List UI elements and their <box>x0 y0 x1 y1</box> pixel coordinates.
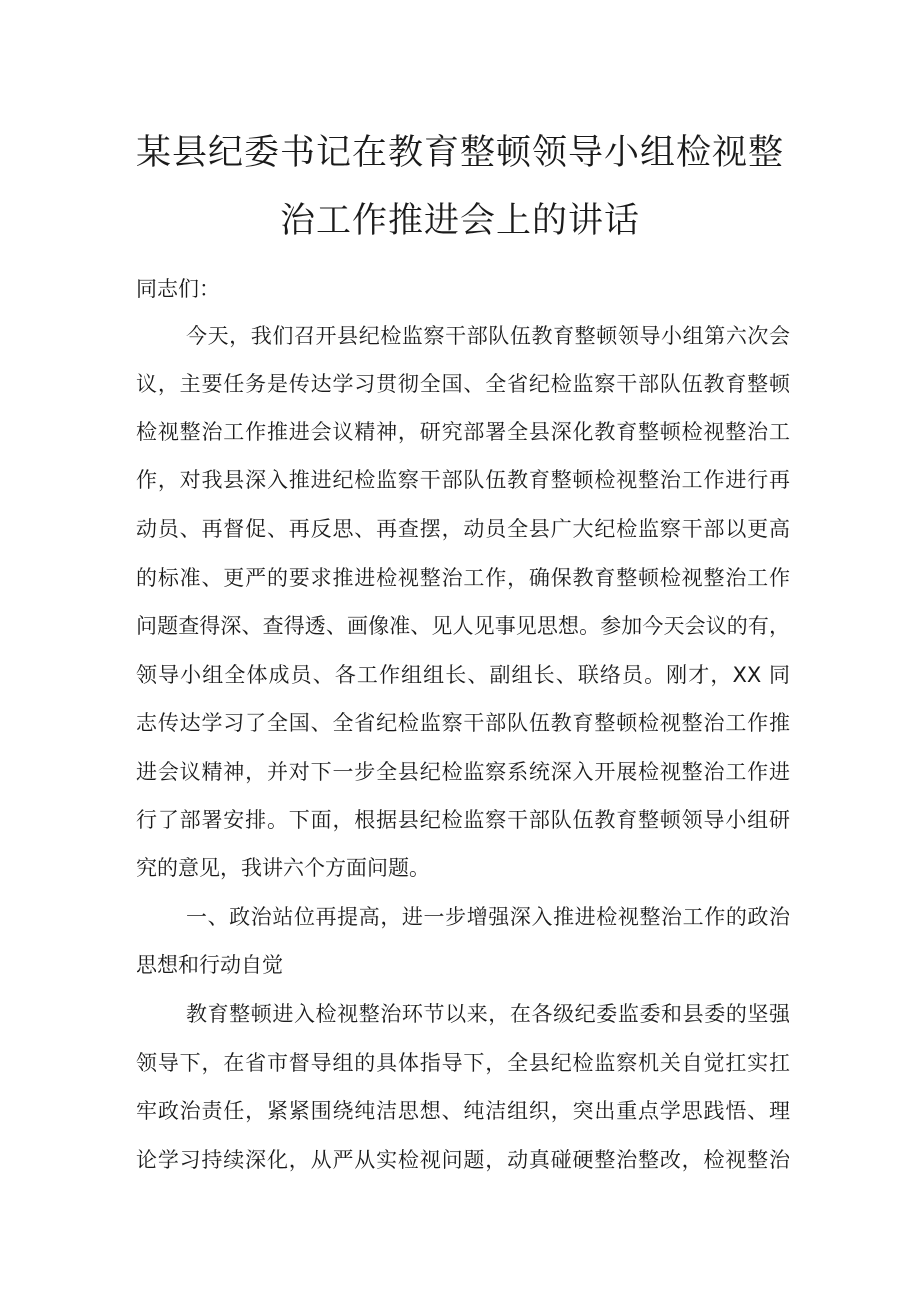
section-heading-1: 一、政治站位再提高，进一步增强深入推进检视整治工作的政治 <box>186 905 790 929</box>
body-line: 教育整顿进入检视整治环节以来，在各级纪委监委和县委的坚强 <box>186 1002 790 1026</box>
body-line: 检视整治工作推进会议精神，研究部署全县深化教育整顿检视整治工 <box>136 420 790 444</box>
section-heading-1-cont: 思想和行动自觉 <box>136 953 283 977</box>
body-line: 作，对我县深入推进纪检监察干部队伍教育整顿检视整治工作进行再 <box>136 468 790 492</box>
body-line: 动员、再督促、再反思、再查摆，动员全县广大纪检监察干部以更高 <box>136 517 790 541</box>
document-title-line-2: 治工作推进会上的讲话 <box>279 201 640 241</box>
body-line: 的标准、更严的要求推进检视整治工作，确保教育整顿检视整治工作 <box>136 566 790 590</box>
body-line: 行了部署安排。下面，根据县纪检监察干部队伍教育整顿领导小组研 <box>136 808 790 832</box>
document-title-line-1: 某县纪委书记在教育整顿领导小组检视整 <box>135 133 784 173</box>
body-line: 领导下，在省市督导组的具体指导下，全县纪检监察机关自觉扛实扛 <box>136 1051 790 1075</box>
body-line: 议，主要任务是传达学习贯彻全国、全省纪检监察干部队伍教育整顿 <box>136 372 790 396</box>
body-line: 论学习持续深化，从严从实检视问题，动真碰硬整治整改，检视整治 <box>136 1148 790 1172</box>
body-line: 领导小组全体成员、各工作组组长、副组长、联络员。刚才，XX 同 <box>136 663 790 687</box>
body-line: 进会议精神，并对下一步全县纪检监察系统深入开展检视整治工作进 <box>136 760 790 784</box>
body-line: 今天，我们召开县纪检监察干部队伍教育整顿领导小组第六次会 <box>186 324 790 348</box>
body-line: 志传达学习了全国、全省纪检监察干部队伍教育整顿检视整治工作推 <box>136 711 790 735</box>
body-line: 牢政治责任，紧紧围绕纯洁思想、纯洁组织，突出重点学思践悟、理 <box>136 1099 790 1123</box>
salutation: 同志们： <box>136 277 220 301</box>
body-line: 问题查得深、查得透、画像准、见人见事见思想。参加今天会议的有， <box>136 614 790 638</box>
body-line: 究的意见，我讲六个方面问题。 <box>136 856 430 880</box>
